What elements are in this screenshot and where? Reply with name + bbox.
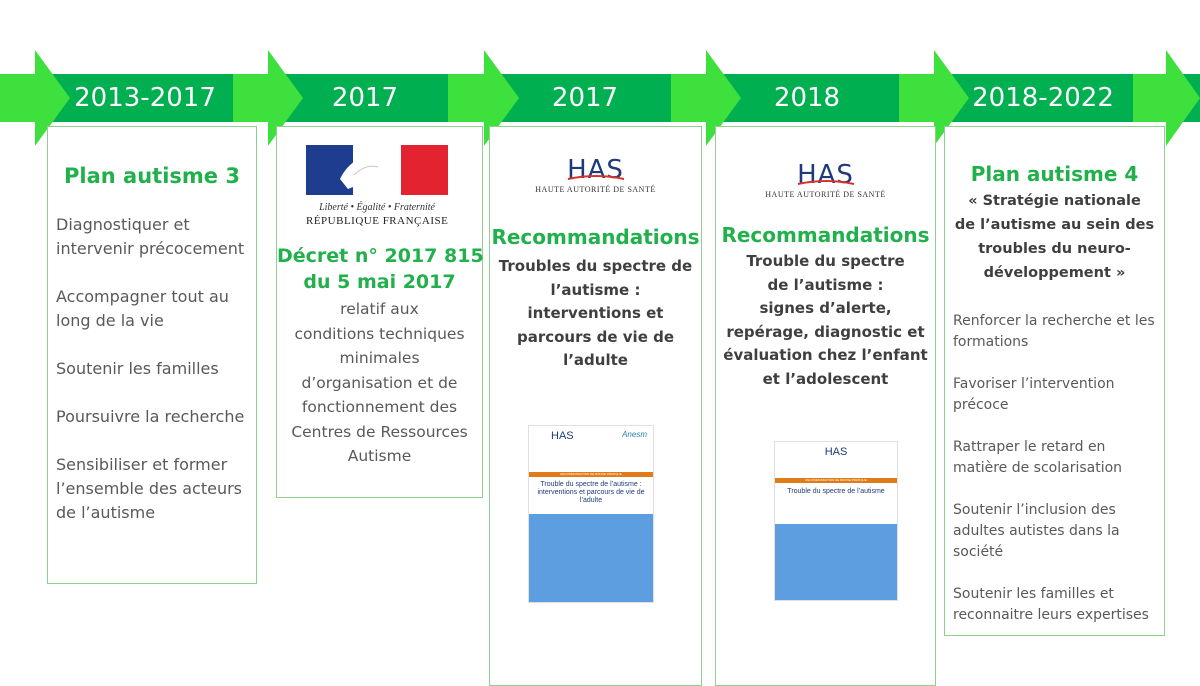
list-item: Sensibiliser et former l’ensemble des acteurs de l’autisme: [56, 455, 243, 522]
subtitle-line: troubles du neuro-: [978, 241, 1131, 257]
body-line: parcours de vie de: [516, 327, 675, 346]
list-item: Accompagner tout au long de la vie: [56, 287, 229, 330]
list-item: Soutenir les familles et reconnaitre leurs expertises: [953, 586, 1149, 623]
list-item: Diagnostiquer et intervenir précocement: [56, 215, 245, 258]
body-line: Troubles du spectre de: [498, 257, 693, 275]
timeline-label-1: 2013-2017: [74, 83, 216, 113]
item-list: [953, 311, 1158, 626]
logo-motto: Liberté • Égalité • Fraternité: [319, 202, 435, 213]
republique-francaise-logo: [306, 145, 448, 227]
doc-anesm-logo: Anesm: [622, 430, 647, 439]
body-line: l’autisme :: [550, 280, 641, 299]
card-recommandations-adulte: [489, 126, 702, 686]
body-line: repérage, diagnostic et: [726, 322, 925, 341]
body-line: l’adulte: [563, 351, 628, 369]
card-decret: [276, 126, 483, 498]
has-logo: [716, 162, 935, 199]
list-item: Soutenir les familles: [56, 359, 219, 378]
body-line: signes d’alerte,: [759, 299, 892, 317]
doc-has-logo: HAS: [551, 430, 574, 442]
timeline-label-4: 2018: [773, 83, 841, 113]
has-logo: [490, 157, 701, 194]
has-logo-subtitle: HAUTE AUTORITÉ DE SANTÉ: [765, 190, 886, 199]
timeline-label-5: 2018-2022: [972, 83, 1114, 113]
doc-blue-panel: [775, 524, 897, 600]
marianne-flag-icon: [306, 145, 448, 195]
has-logo-subtitle: HAUTE AUTORITÉ DE SANTÉ: [535, 185, 656, 194]
doc-blue-panel: [529, 514, 653, 602]
card-title: Plan autisme 3: [64, 164, 240, 188]
subtitle-line: développement »: [983, 265, 1126, 281]
body-line: fonctionnement des: [301, 398, 458, 416]
subtitle-line: « Stratégie nationale: [968, 193, 1141, 209]
list-item: Soutenir l’inclusion des adultes autistes dans la société: [953, 502, 1120, 560]
has-logo-text: HAS: [567, 155, 624, 185]
doc-title: Trouble du spectre de l’autisme : interventions et parcours de vie de l’adulte: [537, 481, 645, 504]
body-line: et l’adolescent: [762, 369, 889, 388]
card-plan-autisme-4: [944, 126, 1165, 636]
item-list: [56, 213, 256, 525]
card-body: [490, 255, 701, 373]
list-item: Renforcer la recherche et les formations: [953, 313, 1155, 350]
card-body: [716, 250, 935, 391]
card-title: Recommandations: [491, 225, 700, 249]
document-thumbnail: [528, 425, 654, 603]
doc-has-logo: HAS: [824, 446, 848, 458]
body-line: Autisme: [347, 447, 412, 465]
timeline-label-2: 2017: [331, 83, 399, 113]
card-recommandations-enfant: [715, 126, 936, 686]
card-subtitle: [945, 189, 1164, 285]
body-line: interventions et: [527, 304, 664, 322]
decret-body: [277, 297, 482, 469]
card-title: Recommandations: [721, 223, 930, 247]
body-line: relatif aux: [340, 300, 419, 318]
list-item: Rattraper le retard en matière de scolarisation: [953, 439, 1123, 476]
timeline-label-3: 2017: [551, 83, 619, 113]
logo-name: RÉPUBLIQUE FRANÇAISE: [306, 215, 449, 227]
doc-band-text: RECOMMANDATION DE BONNE PRATIQUE: [560, 472, 622, 476]
body-line: conditions techniques: [294, 324, 465, 343]
decret-title-line1: Décret n° 2017 815: [277, 245, 484, 267]
body-line: de l’autisme :: [767, 275, 884, 294]
card-plan-autisme-3: [47, 126, 257, 584]
list-item: Poursuivre la recherche: [56, 407, 245, 426]
body-line: minimales: [339, 349, 420, 367]
list-item: Favoriser l’intervention précoce: [953, 376, 1115, 413]
doc-band-text: RECOMMANDATION DE BONNE PRATIQUE: [805, 478, 867, 482]
document-thumbnail: [774, 441, 898, 601]
body-line: Centres de Ressources: [291, 422, 468, 441]
card-title: Plan autisme 4: [970, 162, 1139, 186]
has-logo-text: HAS: [797, 160, 854, 190]
body-line: d’organisation et de: [301, 373, 458, 392]
subtitle-line: de l’autisme au sein des: [954, 217, 1155, 233]
body-line: évaluation chez l’enfant: [723, 346, 928, 364]
doc-title: Trouble du spectre de l’autisme: [787, 488, 885, 495]
body-line: Trouble du spectre: [746, 252, 905, 270]
decret-title-line2: du 5 mai 2017: [303, 271, 456, 293]
